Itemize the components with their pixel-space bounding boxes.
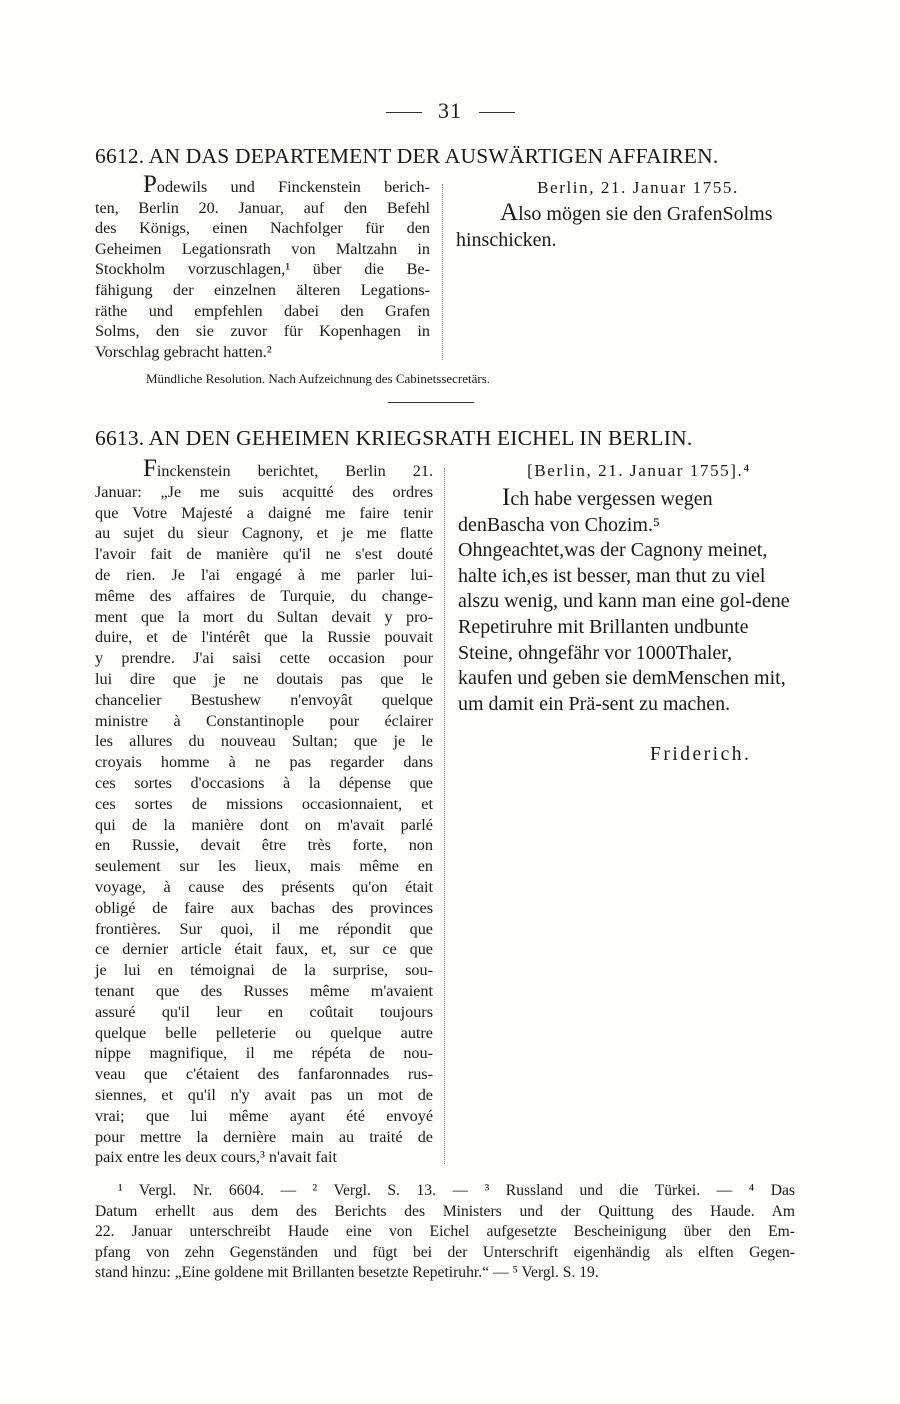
report-6612-line-first: Podewils und Finckenstein berich-: [143, 171, 430, 198]
page-number-dash-right: [479, 112, 515, 113]
reply-6613-line: bunte Steine, ohngefähr vor 1000: [458, 615, 749, 664]
reply-6613-line: es ist besser, man thut zu viel als: [458, 564, 766, 613]
report-6613-line: ces sortes d'occasions à la dépense que: [95, 773, 433, 792]
report-6613-line: ment que la mort du Sultan devait y pro-: [95, 607, 433, 626]
report-6612-line: ten, Berlin 20. Januar, auf den Befehl: [95, 198, 430, 217]
report-6613-line: voyage, à cause des présents qu'on était: [95, 877, 433, 896]
footnotes: [95, 1181, 795, 1284]
letter-6612-reply-column: [456, 178, 790, 253]
report-6613-line: de rien. Je l'ai engagé à me parler lui-: [95, 565, 433, 584]
report-6613-line: obligé de faire aux bachas des provinces: [95, 898, 433, 917]
report-6612-line: fähigung der einzelnen älteren Legations-: [95, 280, 430, 299]
report-6613-line: paix entre les deux cours,³ n'avait fait: [95, 1148, 337, 1167]
report-6613-line: en Russie, devait être très forte, non: [95, 836, 433, 855]
page-number-row: [0, 98, 900, 124]
signature: Friderich.: [650, 744, 752, 765]
report-6613-line: vrai; que lui même ayant été envoyé: [95, 1106, 433, 1125]
reply-6613-line: zu wenig, und kann man eine gol-: [480, 590, 752, 613]
report-6613-line: duire, et de l'intérêt que la Russie pouvait: [95, 628, 433, 647]
report-6612-line: Solms, den sie zuvor für Kopenhagen in: [95, 322, 430, 341]
report-6613-line: assuré qu'il leur en coûtait toujours: [95, 1002, 433, 1021]
letter-6612-source-note: Mündliche Resolution. Nach Aufzeichnung des Cabinetssecretärs.: [146, 371, 491, 386]
report-6613-line-first: Finckenstein berichtet, Berlin 21.: [143, 455, 433, 482]
report-6613-line: tenant que des Russes même m'avaient: [95, 981, 433, 1000]
report-6613-line: que Votre Majesté a daigné me faire tenir: [95, 503, 433, 522]
report-6613-line: quelque belle pelleterie ou quelque autre: [95, 1023, 433, 1042]
report-6613-line: siennes, et qu'il n'y avait pas un mot de: [95, 1085, 433, 1104]
report-6613-line: ce dernier article était faux, et, sur ce que: [95, 940, 433, 959]
report-6613-line: l'avoir fait de manière qu'il ne s'est douté: [95, 545, 433, 564]
report-6613-line: qui de la manière dont on m'avait parlé: [95, 815, 433, 834]
letter-6613-reply: [458, 485, 790, 717]
report-6613-line: ministre à Constantinople pour éclairer: [95, 711, 433, 730]
letter-6612-reply: [456, 200, 790, 253]
footnote-line: pfang von zehn Gegenständen und fügt bei der Unterschrift eigenhändig als elften Gegen-: [95, 1243, 795, 1261]
report-6613-line: veau que c'étaient des fanfaronnades rus-: [95, 1065, 433, 1084]
letter-6613-reply-column: [458, 461, 790, 717]
report-6613-line: chancelier Bestushew n'envoyât quelque: [95, 690, 433, 709]
report-6612-line: räthe und empfehlen dabei den Grafen: [95, 301, 430, 320]
report-6613-line: les allures du nouveau Sultan; que je le: [95, 732, 433, 751]
reply-6612-line: Solms hinschicken.: [456, 203, 773, 251]
report-6613-line: même des affaires de Turquie, du change-: [95, 586, 433, 605]
reply-6613-line: Thaler, kaufen und geben sie dem: [458, 641, 733, 690]
report-6612-line: Stockholm vorzuschlagen,¹ über die Be-: [95, 260, 430, 279]
report-6613-line: nippe magnifique, il me répéta de nou-: [95, 1044, 433, 1063]
letter-6612-dateline: Berlin, 21. Januar 1755.: [537, 178, 739, 197]
page-number-dash-left: [386, 112, 422, 113]
report-6613-line: au sujet du sieur Cagnony, et je me flatte: [95, 524, 433, 543]
reply-6612-line-first: Also mögen sie den Grafen: [500, 199, 723, 226]
footnote-line: 22. Januar unterschreibt Haude eine von Eichel aufgesetzte Bescheinigung über den Em-: [95, 1223, 795, 1241]
reply-6613-line: Bascha von Chozim.⁵ Ohngeachtet,: [458, 513, 660, 562]
section-separator: [388, 402, 474, 403]
report-6613-line: je lui en témoignai de la surprise, sou-: [95, 961, 433, 980]
column-divider-6613: [444, 468, 445, 1164]
report-6612-line: Geheimen Legationsrath von Maltzahn in: [95, 239, 430, 258]
report-6612-line: Vorschlag gebracht hatten.²: [95, 342, 272, 361]
letter-6613-dateline: [Berlin, 21. Januar 1755].⁴: [527, 461, 751, 480]
reply-6613-line: was der Cagnony meinet, halte ich,: [458, 539, 768, 587]
footnote-line: Datum erhellt aus dem des Berichts des Ministers und der Quittung des Haude. Am: [95, 1202, 795, 1220]
report-6613-line: y prendre. J'ai saisi cette occasion pour: [95, 649, 433, 668]
letter-6613-heading: 6613. AN DEN GEHEIMEN KRIEGSRATH EICHEL IN BERLIN.: [95, 426, 693, 450]
footnote-line: stand hinzu: „Eine goldene mit Brillanten besetzte Repetiruhr.“ — ⁵ Vergl. S. 19.: [95, 1264, 599, 1282]
report-6613-line: pour mettre la dernière main au traité de: [95, 1127, 433, 1146]
letter-6612-heading: 6612. AN DAS DEPARTEMENT DER AUSWÄRTIGEN AFFAIREN.: [95, 144, 719, 168]
reply-6613-line-first: Ich habe vergessen wegen den: [458, 484, 713, 536]
letter-6613-report: [95, 455, 433, 1168]
report-6613-line: lui dire que je ne doutais pas que le: [95, 669, 433, 688]
reply-6613-line: dene Repetiruhre mit Brillanten und: [458, 590, 790, 638]
reply-6613-line: sent zu machen.: [601, 692, 731, 715]
reply-6613-line: Menschen mit, um damit ein Prä-: [458, 667, 786, 715]
report-6613-line: ces sortes de missions occasionnaient, et: [95, 794, 433, 813]
report-6613-line: croyais homme à ne pas regarder dans: [95, 753, 433, 772]
footnote-line: ¹ Vergl. Nr. 6604. — ² Vergl. S. 13. — ³ Russland und die Türkei. — ⁴ Das: [118, 1182, 795, 1199]
report-6612-line: des Königs, einen Nachfolger für den: [95, 219, 430, 238]
column-divider-6612: [442, 184, 443, 360]
report-6613-line: seulement sur les lieux, mais même en: [95, 857, 433, 876]
page-number: 31: [438, 98, 462, 123]
letter-6612-report: [95, 171, 430, 362]
report-6613-line: frontières. Sur quoi, il me répondit que: [95, 919, 433, 938]
report-6613-line: Januar: „Je me suis acquitté des ordres: [95, 482, 433, 501]
